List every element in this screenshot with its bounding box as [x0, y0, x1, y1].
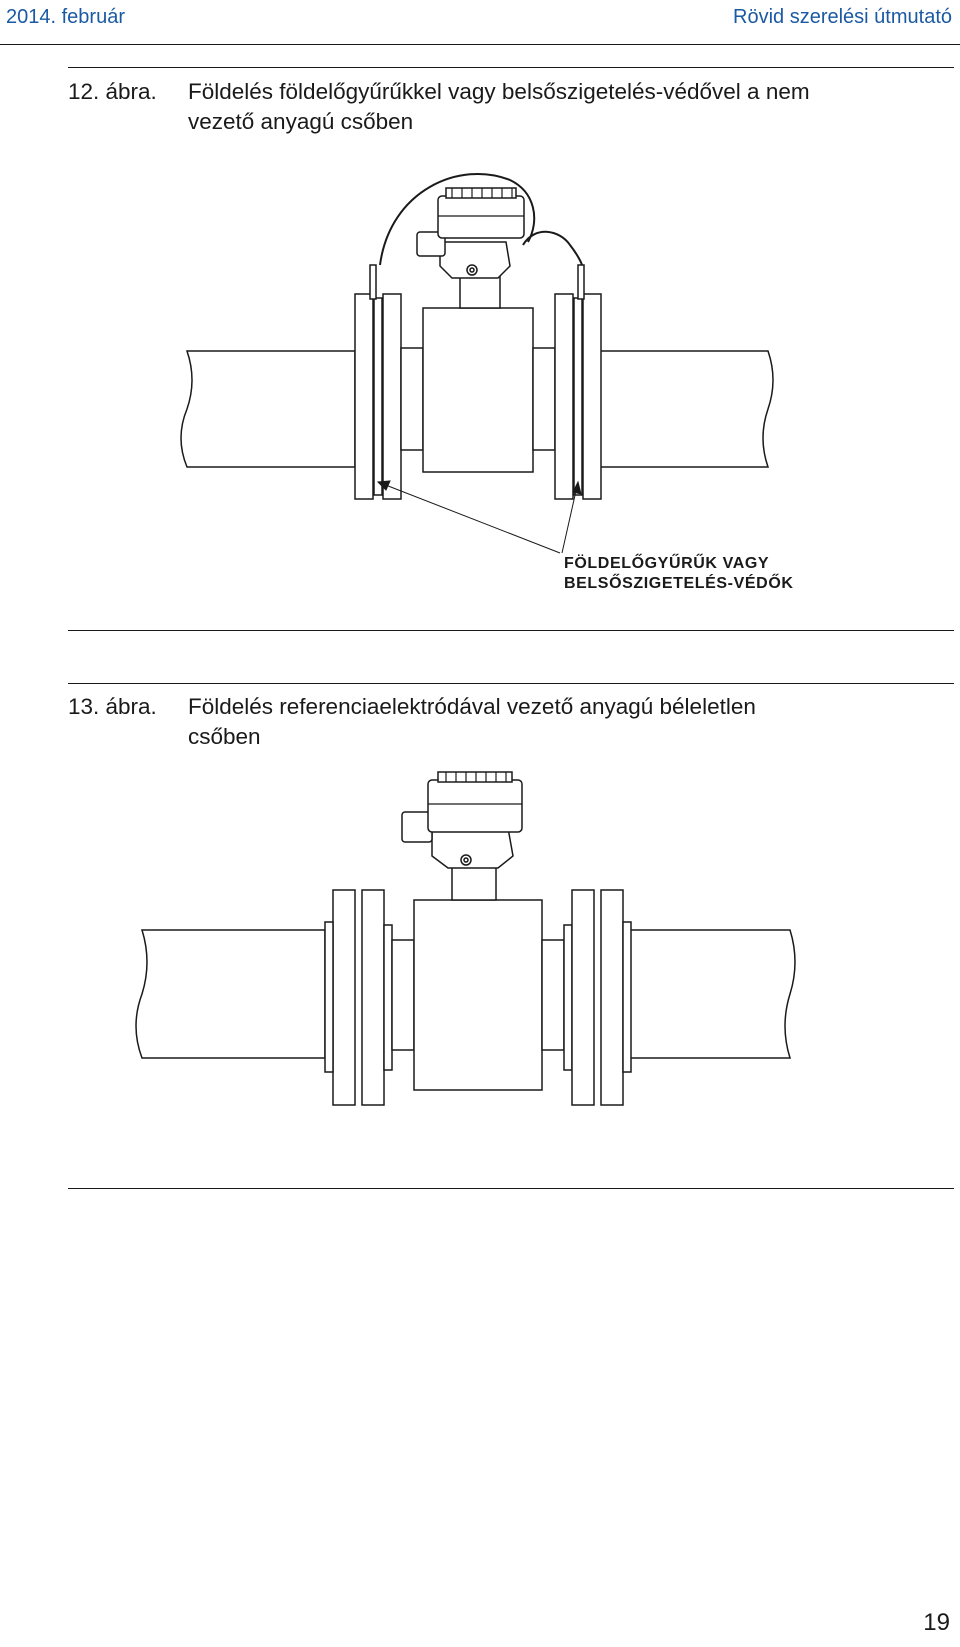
figure13-top-rule	[68, 683, 954, 684]
fig13-left-flange-meter	[362, 890, 384, 1105]
figure13-bottom-rule	[68, 1188, 954, 1189]
header-divider	[0, 44, 960, 45]
figure13-title	[68, 692, 948, 752]
fig12-meter-body	[423, 308, 533, 472]
fig12-right-ground-wire	[523, 232, 582, 265]
figure12-bottom-rule	[68, 630, 954, 631]
fig12-left-flange-pipe	[355, 294, 373, 499]
fig13-transmitter-lower	[432, 828, 513, 868]
header-doc-title: Rövid szerelési útmutató	[733, 6, 952, 28]
figure12-drawing	[0, 170, 960, 620]
fig12-right-grounding-ring	[574, 298, 582, 495]
figure12-title	[68, 77, 948, 137]
fig12-left-flange-meter	[383, 294, 401, 499]
figure12-number: 12. ábra.	[68, 79, 157, 104]
figure13-title-line1: Földelés referenciaelektródával vezető anyagú béleletlen	[188, 694, 756, 719]
fig12-right-pipe	[588, 351, 773, 467]
fig12-right-flange-pipe	[583, 294, 601, 499]
figure13-title-line2: csőben	[188, 724, 261, 749]
fig12-right-flange-meter	[555, 294, 573, 499]
fig12-transmitter-housing	[438, 196, 524, 238]
fig13-meter-body	[414, 900, 542, 1090]
fig13-right-flange-meter	[572, 890, 594, 1105]
figure13-number: 13. ábra.	[68, 694, 157, 719]
fig13-left-flange-pipe	[333, 890, 355, 1105]
fig12-callout-line2: BELSŐSZIGETELÉS-VÉDŐK	[564, 575, 794, 592]
fig12-callout-line1: FÖLDELŐGYŰRŰK VAGY	[564, 555, 770, 572]
header-date: 2014. február	[6, 6, 125, 28]
fig13-left-pipe	[136, 930, 325, 1058]
fig13-right-pipe	[620, 930, 795, 1058]
page-number: 19	[923, 1609, 950, 1636]
figure12-top-rule	[68, 67, 954, 68]
fig13-transmitter-housing	[428, 780, 522, 832]
fig12-left-pipe	[181, 351, 355, 467]
fig12-left-grounding-ring	[374, 298, 382, 495]
figure12-title-line1: Földelés földelőgyűrűkkel vagy belsőszigetelés-védővel a nem	[188, 79, 810, 104]
figure13-drawing	[0, 760, 960, 1130]
fig13-right-flange-pipe	[601, 890, 623, 1105]
figure12-title-line2: vezető anyagú csőben	[188, 109, 414, 134]
